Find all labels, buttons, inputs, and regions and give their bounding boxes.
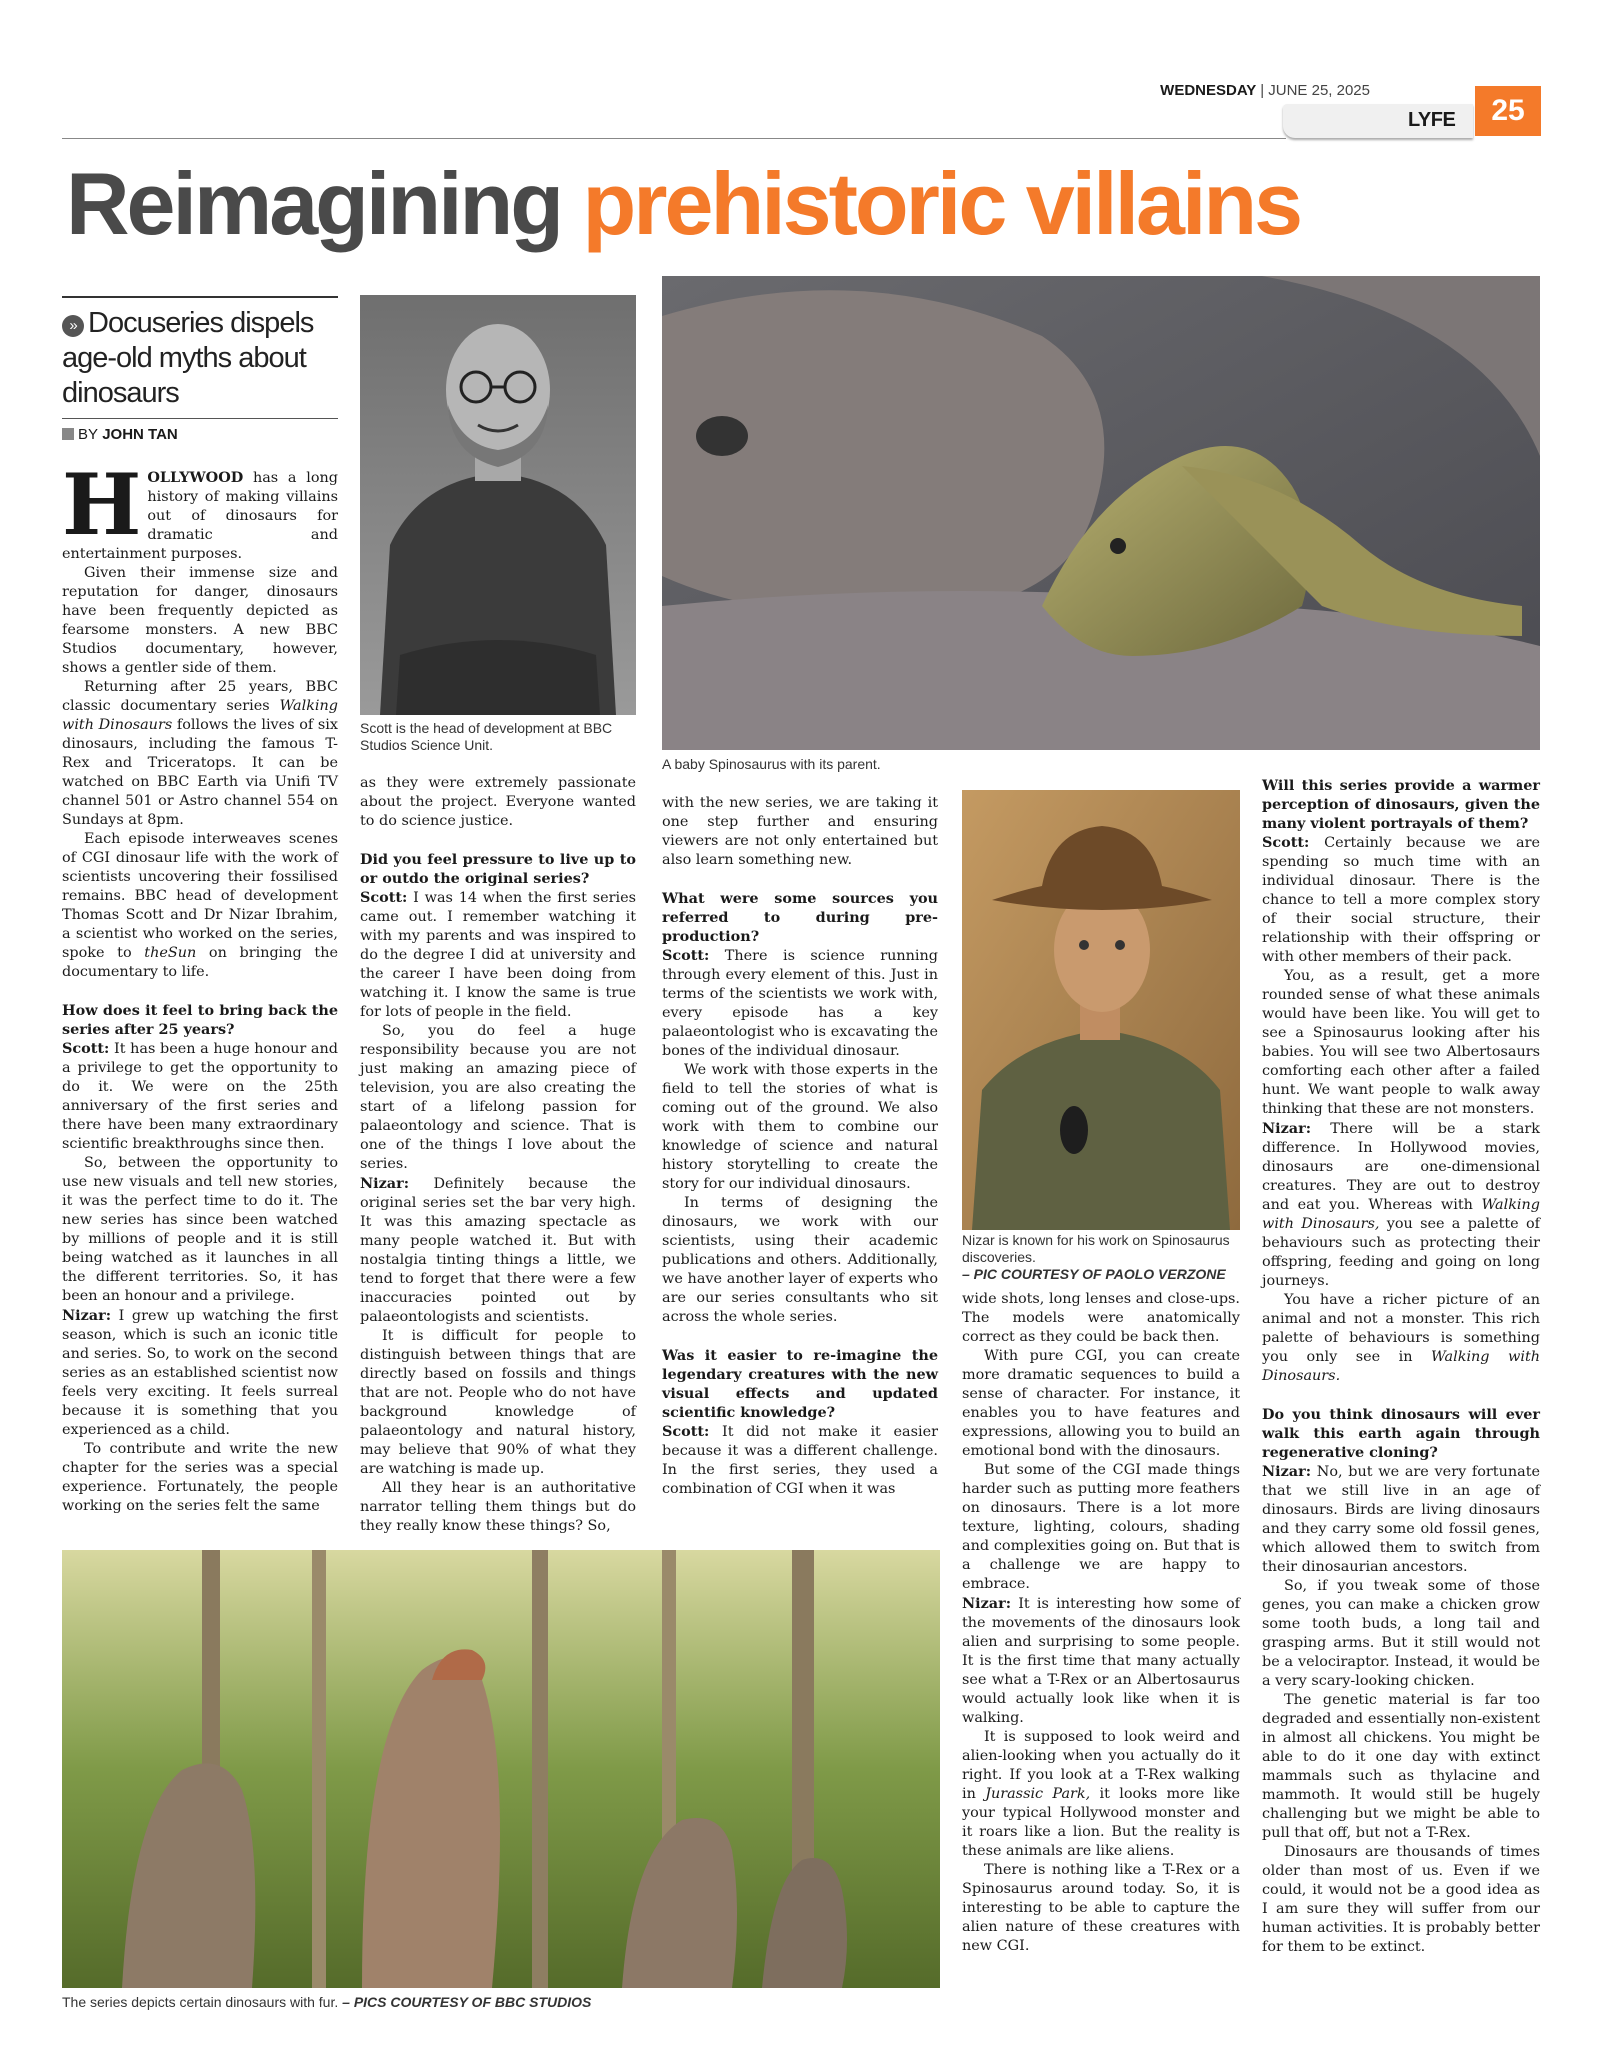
paragraph: So, between the opportunity to use new visuals and tell new stories, it was the perfect time to do it. The new series has since been watched by millions of people and it is still being watched as it launches in all the different territories. So, it has been an honour and a privilege. xyxy=(62,1155,338,1304)
article-column-2 xyxy=(360,774,636,1536)
text: Returning after 25 years, BBC classic documentary series xyxy=(62,679,338,714)
question: What were some sources you referred to during pre-production? xyxy=(662,890,938,945)
text: you see a palette of behaviours such as protecting their offspring, feeding and going on long journeys. xyxy=(1262,1216,1540,1289)
nizar-photo-credit: – PIC COURTESY OF PAOLO VERZONE xyxy=(962,1266,1226,1282)
text: Each episode interweaves scenes of CGI dinosaur life with the work of scientists uncovering their fossilised remains. BBC head of development Thomas Scott and Dr Nizar Ibrahim, a scientist who worked on the series, spoke to xyxy=(62,831,338,961)
text: it looks more like your typical Hollywood monster and it roars like a lion. But the reality is these animals are like aliens. xyxy=(962,1786,1241,1859)
text: Definitely because the original series set the bar very high. It was this amazing spectacle as many people watched it. But with nostalgia tinting things a little, we tend to forget that there were a few inaccuracies pointed out by palaeontologists and scientists. xyxy=(360,1176,636,1325)
headline-part2: prehistoric villains xyxy=(582,154,1301,253)
paragraph: You, as a result, get a more rounded sense of what these animals would have been like. You will get to see a Spinosaurus looking after his babies. You will see two Albertosaurs comforting each other after a failed hunt. We want people to walk away thinking that these are not monsters. xyxy=(1262,968,1540,1117)
paragraph: Given their immense size and reputation for danger, dinosaurs have been frequently depicted as fearsome monsters. A new BBC Studios documentary, however, shows a gentler side of them. xyxy=(62,565,338,676)
header-rule xyxy=(62,138,1286,139)
article-column-4 xyxy=(962,1290,1240,1956)
lead-text: has a long history of making villains out of dinosaurs for dramatic and entertainment purposes. xyxy=(62,470,338,562)
paragraph: We work with those experts in the field to tell the stories of what is coming out of the ground. We also work with them to combine our knowledge of science and natural history storytelling to create the story for our individual dinosaurs. xyxy=(662,1062,938,1192)
speaker: Nizar: xyxy=(360,1175,410,1192)
byline-name: JOHN TAN xyxy=(102,426,178,443)
answer xyxy=(1262,1462,1540,1577)
issue-date xyxy=(1160,82,1370,99)
text: There will be a stark difference. In Hollywood movies, dinosaurs are one-dimensional creatures. They are out to destroy and eat you. Whereas with xyxy=(1262,1121,1540,1213)
deck-text: Docuseries dispels age-old myths about dinosaurs xyxy=(62,307,314,409)
text: follows the lives of six dinosaurs, including the famous T-Rex and Triceratops. It can be watched on BBC Earth via Unifi TV channel 501 or Astro channel 554 on Sundays at 8pm. xyxy=(62,717,338,828)
paragraph: All they hear is an authoritative narrator telling them things but do they really know these things? So, xyxy=(360,1480,636,1534)
lead-bold: OLLYWOOD xyxy=(147,469,244,486)
paragraph: There is nothing like a T-Rex or a Spinosaurus around today. So, it is interesting to be able to capture the alien nature of these creatures with new CGI. xyxy=(962,1862,1240,1954)
byline xyxy=(62,426,178,443)
drop-cap: H xyxy=(62,455,142,554)
speaker: Scott: xyxy=(1262,834,1310,851)
text: I grew up watching the first season, which is such an iconic title and series. So, to work on the second series as an established scientist now feels very exciting. It feels surreal because it is something that you experienced as a child. xyxy=(62,1308,338,1438)
speaker: Scott: xyxy=(662,1423,710,1440)
speaker: Nizar: xyxy=(1262,1463,1312,1480)
answer xyxy=(62,1039,338,1154)
article-column-1 xyxy=(62,455,339,1516)
text: on bringing the documentary to life. xyxy=(62,945,339,980)
paragraph: as they were extremely passionate about the project. Everyone wanted to do science justice. xyxy=(360,775,636,829)
question: How does it feel to bring back the series after 25 years? xyxy=(62,1002,338,1038)
headline-part1: Reimagining xyxy=(66,154,562,253)
speaker: Scott: xyxy=(662,947,710,964)
answer xyxy=(360,1174,636,1327)
speaker: Scott: xyxy=(360,889,408,906)
deck-rule xyxy=(62,296,338,298)
nizar-caption-text: Nizar is known for his work on Spinosaurus discoveries. xyxy=(962,1232,1230,1265)
paragraph: So, if you tweak some of those genes, you can make a chicken grow some tooth buds, a long tail and grasping arms. But it still would not be a velociraptor. Instead, it would be a very scary-looking chicken. xyxy=(1262,1578,1540,1689)
italic-text: theSun xyxy=(144,945,197,961)
paragraph xyxy=(62,830,338,982)
question: Will this series provide a warmer perception of dinosaurs, given the many violent portrayals of them? xyxy=(1262,777,1540,832)
paragraph: So, you do feel a huge responsibility because you are not just making an amazing piece of television, you are also creating the start of a lifelong passion for palaeontology and science. That is one of the things I love about the series. xyxy=(360,1023,636,1172)
chevron-right-icon: » xyxy=(62,315,84,337)
forest-photo-credit: – PICS COURTESY OF BBC STUDIOS xyxy=(342,1994,592,2010)
italic-text: Walking with Dinosaurs. xyxy=(1262,1349,1540,1384)
text: There is science running through every element of this. Just in terms of the scientists we work with, every episode has a key palaeontologist who is excavating the bones of the individual dinosaur. xyxy=(662,948,938,1059)
paragraph: But some of the CGI made things harder such as putting more feathers on dinosaurs. There is a lot more texture, lighting, colours, shading and complexities going on. But that is a challenge we are happy to embrace. xyxy=(962,1462,1240,1592)
paragraph: It is difficult for people to distinguish between things that are directly based on fossils and things that are not. People who do not have background knowledge of palaeontology and natural history, may believe that 90% of what they are watching is made up. xyxy=(360,1328,636,1477)
paragraph: with the new series, we are taking it one step further and ensuring viewers are not only entertained but also learn something new. xyxy=(662,795,938,868)
speaker: Nizar: xyxy=(962,1595,1012,1612)
headline xyxy=(66,154,1301,253)
square-icon xyxy=(62,428,74,440)
speaker: Nizar: xyxy=(1262,1120,1312,1137)
article-column-3 xyxy=(662,794,938,1499)
italic-text: Walking with Dinosaurs xyxy=(62,698,338,733)
answer xyxy=(662,1422,938,1499)
scott-caption: Scott is the head of development at BBC Studios Science Unit. xyxy=(360,720,613,753)
date: | JUNE 25, 2025 xyxy=(1260,82,1370,99)
italic-text: Walking with Dinosaurs, xyxy=(1262,1197,1540,1232)
paragraph xyxy=(62,678,338,830)
deck-rule-bottom xyxy=(62,418,338,419)
forest-caption xyxy=(62,1994,940,2011)
text: I was 14 when the first series came out. I remember watching it with my parents and was inspired to do the degree I did at university and the career I have been doing from watching it. I know the same is true for lots of people in the field. xyxy=(360,890,636,1020)
paragraph xyxy=(1262,1291,1540,1386)
text: It has been a huge honour and a privilege to get the opportunity to do it. We were on the 25th anniversary of the first series and there have been many extraordinary scientific breakthroughs since then. xyxy=(62,1041,338,1152)
paragraph: With pure CGI, you can create more dramatic sequences to build a sense of character. For instance, it enables you to have features and expressions, allowing you to build an emotional bond with the dinosaurs. xyxy=(962,1348,1240,1459)
text: It is supposed to look weird and alien-looking when you actually do it right. If you look at a T-Rex walking in xyxy=(962,1729,1240,1802)
paragraph: wide shots, long lenses and close-ups. The models were anatomically correct as they could be back then. xyxy=(962,1291,1240,1345)
italic-text: Jurassic Park, xyxy=(985,1786,1091,1802)
speaker: Nizar: xyxy=(62,1307,112,1324)
scott-portrait-photo xyxy=(360,295,636,715)
paragraph: Dinosaurs are thousands of times older than most of us. Even if we could, it would not be a good idea as I am sure they will suffer from our human activities. It is probably better for them to be extinct. xyxy=(1262,1844,1540,1955)
text: It did not make it easier because it was a different challenge. In the first series, they used a combination of CGI when it was xyxy=(662,1424,938,1497)
paragraph xyxy=(962,1728,1240,1861)
forest-caption-text: The series depicts certain dinosaurs with fur. xyxy=(62,1994,339,2010)
paragraph: In terms of designing the dinosaurs, we work with our scientists, using their academic publications and others. Additionally, we have another layer of experts who are our series consultants who sit across the whole series. xyxy=(662,1195,938,1325)
nizar-caption xyxy=(962,1232,1252,1283)
nizar-photo xyxy=(962,790,1240,1230)
question: Did you feel pressure to live up to or outdo the original series? xyxy=(360,851,636,887)
answer xyxy=(962,1594,1240,1728)
question: Was it easier to re-imagine the legendary creatures with the new visual effects and updated scientific knowledge? xyxy=(662,1347,938,1421)
forest-dinosaurs-photo xyxy=(62,1550,940,1988)
answer xyxy=(1262,833,1540,967)
answer xyxy=(1262,1119,1540,1291)
text: No, but we are very fortunate that we still live in an age of dinosaurs. Birds are living dinosaurs and they carry some old fossil genes, which allowed them to switch from their dinosaurian ancestors. xyxy=(1262,1464,1540,1575)
answer xyxy=(360,888,636,1022)
article-column-5 xyxy=(1262,776,1540,1957)
page-number: 25 xyxy=(1475,86,1541,136)
lead-paragraph xyxy=(62,455,338,564)
paragraph: To contribute and write the new chapter for the series was a special experience. Fortunately, the people working on the series felt the same xyxy=(62,1441,338,1514)
spinosaurus-photo xyxy=(662,276,1540,750)
byline-prefix: BY xyxy=(78,426,99,443)
weekday: WEDNESDAY xyxy=(1160,82,1257,99)
text: You have a richer picture of an animal and not a monster. This rich palette of behaviours is something you only see in xyxy=(1262,1292,1540,1365)
text: Certainly because we are spending so much time with an individual dinosaur. There is the chance to tell a more complex story of their social structure, their relationship with their offspring or with other members of their pack. xyxy=(1262,835,1540,965)
answer xyxy=(662,946,938,1061)
text: It is interesting how some of the movements of the dinosaurs look alien and surprising to some people. It is the first time that many actually see what a T-Rex or an Albertosaurus would actually look like when it is walking. xyxy=(962,1596,1240,1726)
question: Do you think dinosaurs will ever walk this earth again through regenerative cloning? xyxy=(1262,1406,1540,1461)
paragraph: The genetic material is far too degraded and essentially non-existent in almost all chickens. You might be able to do it one day with extinct mammals such as thylacine and mammoth. It would still be hugely challenging but we might be able to pull that off, but not a T-Rex. xyxy=(1262,1692,1540,1841)
deck xyxy=(62,306,338,411)
section-label: LYFE xyxy=(1408,109,1456,131)
answer xyxy=(62,1306,338,1440)
speaker: Scott: xyxy=(62,1040,110,1057)
spinosaurus-caption: A baby Spinosaurus with its parent. xyxy=(662,756,881,772)
